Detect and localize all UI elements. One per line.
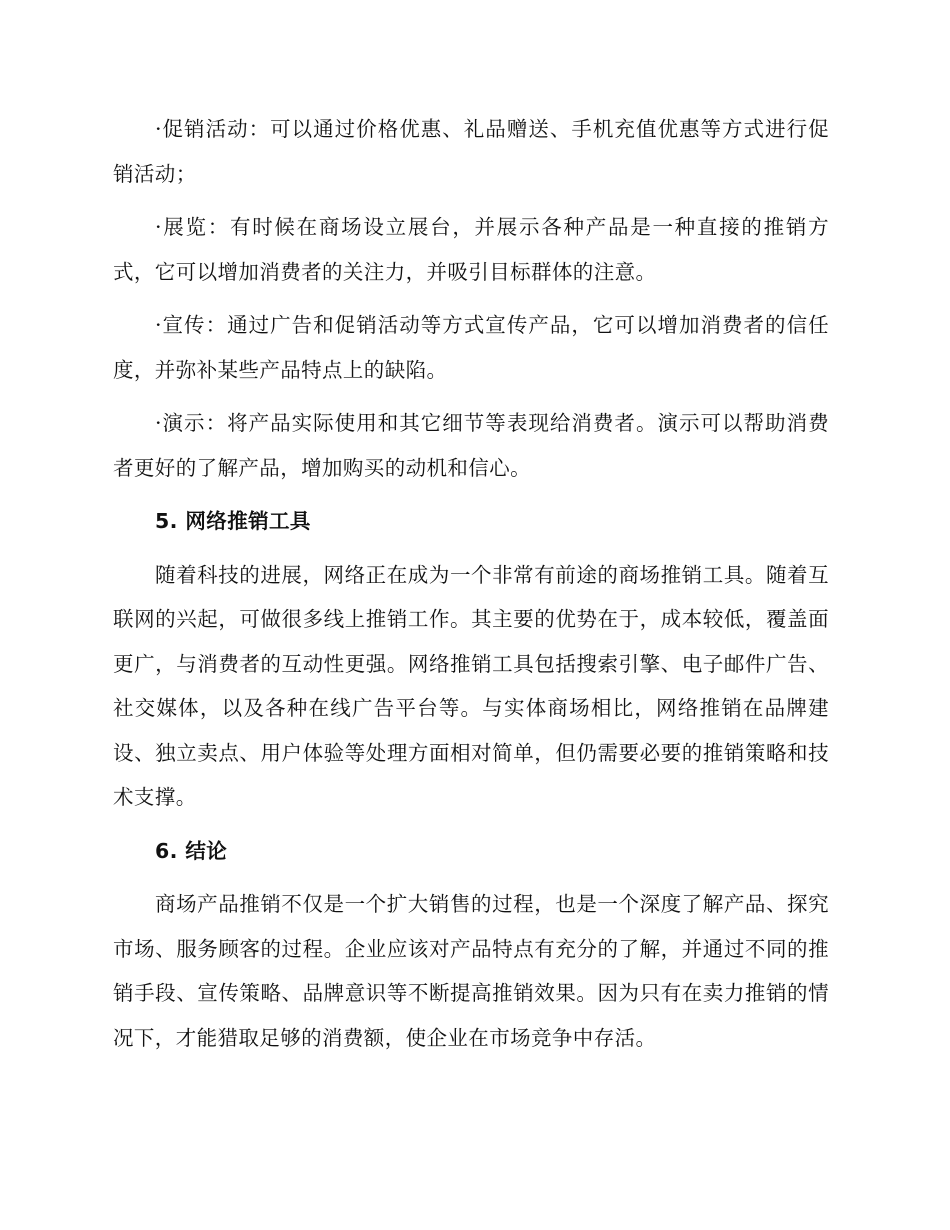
- section-body-conclusion: 商场产品推销不仅是一个扩大销售的过程，也是一个深度了解产品、探究市场、服务顾客的过程。企业应该对产品特点有充分的了解，并通过不同的推销手段、宣传策略、品牌意识等不断提高推销效果。因为只有在卖力推销的情况下，才能猎取足够的消费额，使企业在市场竞争中存活。: [113, 892, 829, 1050]
- bullet-exhibition: ·展览：有时候在商场设立展台，并展示各种产品是一种直接的推销方式，它可以增加消费者的关注力，并吸引目标群体的注意。: [113, 215, 829, 284]
- bullet-publicity: ·宣传：通过广告和促销活动等方式宣传产品，它可以增加消费者的信任度，并弥补某些产品特点上的缺陷。: [113, 313, 829, 382]
- bullet-promotion: ·促销活动：可以通过价格优惠、礼品赠送、手机充值优惠等方式进行促销活动；: [113, 117, 829, 186]
- section-body-online-tools: 随着科技的进展，网络正在成为一个非常有前途的商场推销工具。随着互联网的兴起，可做很多线上推销工作。其主要的优势在于，成本较低，覆盖面更广，与消费者的互动性更强。网络推销工具包括搜索引擎、电子邮件广告、社交媒体，以及各种在线广告平台等。与实体商场相比，网络推销在品牌建设、独立卖点、用户体验等处理方面相对简单，但仍需要必要的推销策略和技术支撑。: [113, 562, 829, 809]
- bullet-demonstration: ·演示：将产品实际使用和其它细节等表现给消费者。演示可以帮助消费者更好的了解产品，增加购买的动机和信心。: [113, 411, 829, 480]
- section-heading-online-tools: 5. 网络推销工具: [155, 509, 311, 533]
- section-heading-conclusion: 6. 结论: [155, 838, 228, 863]
- document-body: [113, 107, 829, 1069]
